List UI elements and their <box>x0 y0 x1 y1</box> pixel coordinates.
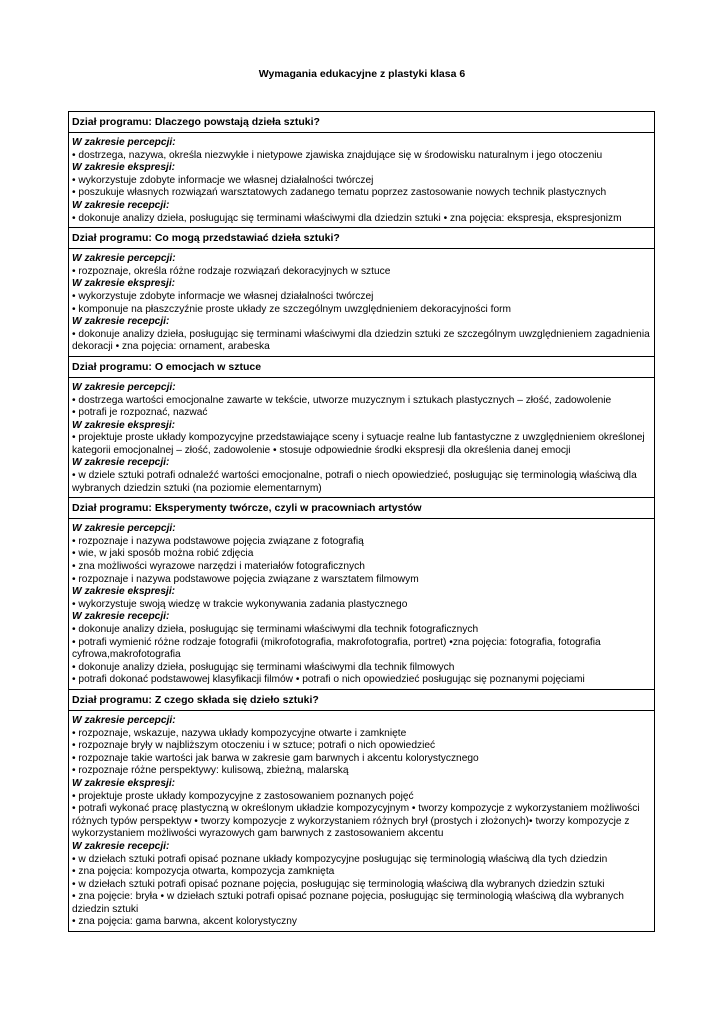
list-item: • projektuje proste układy kompozycyjne z zastosowaniem poznanych pojęć <box>72 790 414 802</box>
list-item: • dokonuje analizy dzieła, posługując się terminami właściwymi dla technik fotograficznych <box>72 624 479 635</box>
section-header: Dział programu: Eksperymenty twórcze, czyli w pracowniach artystów <box>69 498 654 519</box>
section-o-emocjach <box>69 357 654 498</box>
list-item: • dostrzega wartości emocjonalne zawarte w tekście, utworze muzycznym i sztukach plastycznych – złość, zadowolenie <box>72 394 612 406</box>
subheading-ekspresja: W zakresie ekspresji: <box>72 777 176 789</box>
list-item: • dokonuje analizy dzieła, posługując się terminami właściwymi dla dziedzin sztuki ze szczególnym uwzględnieniem zagadnienia dekoracji • zna pojęcia: ornament, arabeska <box>72 328 650 353</box>
list-item: • rozpoznaje, określa różne rodzaje rozwiązań dekoracyjnych w sztuce <box>72 265 391 277</box>
list-item: • potrafi wykonać pracę plastyczną w określonym układzie kompozycyjnym • tworzy kompozycje z wykorzystaniem możliwości różnych typów perspektyw • tworzy kompozycje z wykorzystaniem różnych brył (prostych i złożonych)• tworzy kompozycje z wykorzystaniem możliwości wyrazowych gam barwnych z zastosowaniem akcentu <box>72 803 640 840</box>
list-item: • zna pojęcia: kompozycja otwarta, kompozycja zamknięta <box>72 866 335 878</box>
subheading-percepcja: W zakresie percepcji: <box>72 137 176 148</box>
subheading-ekspresja: W zakresie ekspresji: <box>72 586 176 598</box>
subheading-recepcja: W zakresie recepcji: <box>72 611 170 623</box>
requirements-table <box>68 111 655 932</box>
list-item: • w dziełach sztuki potrafi opisać poznane układy kompozycyjne posługując się terminologią właściwą dla tych dziedzin <box>72 853 608 865</box>
list-item: • wykorzystuje swoją wiedzę w trakcie wykonywania zadania plastycznego <box>72 598 408 610</box>
list-item: • potrafi je rozpoznać, nazwać <box>72 407 208 419</box>
list-item: • zna możliwości wyrazowe narzędzi i materiałów fotograficznych <box>72 561 365 573</box>
section-dlaczego-powstaja <box>69 112 654 228</box>
subheading-recepcja: W zakresie recepcji: <box>72 840 170 852</box>
list-item: • wie, w jaki sposób można robić zdjęcia <box>72 548 254 560</box>
list-item: • zna pojęcie: bryła • w dziełach sztuki potrafi opisać poznane pojęcia, posługując się terminologią właściwą dla wybranych dziedzin sztuki <box>72 891 624 915</box>
section-header: Dział programu: Dlaczego powstają dzieła sztuki? <box>69 112 654 133</box>
list-item: • rozpoznaje, wskazuje, nazywa układy kompozycyjne otwarte i zamknięte <box>72 727 407 739</box>
list-item: • komponuje na płaszczyźnie proste układy ze szczególnym uwzględnieniem dekoracyjności form <box>72 303 512 315</box>
list-item: • rozpoznaje i nazywa podstawowe pojęcia związane z fotografią <box>72 535 364 547</box>
list-item: • wykorzystuje zdobyte informacje we własnej działalności twórczej <box>72 290 374 302</box>
list-item: • potrafi wymienić różne rodzaje fotografii (mikrofotografia, makrofotografia, portret) •zna pojęcia: fotografia, fotografia cyfrowa,makrofotografia <box>72 636 601 661</box>
section-header: Dział programu: O emocjach w sztuce <box>69 357 654 378</box>
subheading-recepcja: W zakresie recepcji: <box>72 457 170 469</box>
section-body <box>69 378 654 498</box>
list-item: • projektuje proste układy kompozycyjne przedstawiające sceny i sytuacje realne lub fantastyczne z uwzględnieniem określonej kategorii emocjonalnej – złość, zadowolenie • stosuje odpowiednie środki ekspresji dla określenia danej emocji <box>72 432 645 456</box>
section-header: Dział programu: Co mogą przedstawiać dzieła sztuki? <box>69 228 654 249</box>
section-header: Dział programu: Z czego składa się dzieło sztuki? <box>69 690 654 711</box>
list-item: • rozpoznaje i nazywa podstawowe pojęcia związane z warsztatem filmowym <box>72 573 419 585</box>
subheading-recepcja: W zakresie recepcji: <box>72 316 170 328</box>
list-item: • dostrzega, nazywa, określa niezwykłe i nietypowe zjawiska znajdujące się w środowisku naturalnym i jego otoczeniu <box>72 149 603 161</box>
section-body <box>69 133 654 228</box>
list-item: • potrafi dokonać podstawowej klasyfikacji filmów • potrafi o nich opowiedzieć posługując się poznanymi pojęciami <box>72 674 585 686</box>
subheading-recepcja: W zakresie recepcji: <box>72 199 170 211</box>
list-item: • w dziele sztuki potrafi odnaleźć wartości emocjonalne, potrafi o niech opowiedzieć, posługując się terminologią właściwą dla wybranych dziedzin sztuki (na poziomie elementarnym) <box>72 470 637 494</box>
section-body <box>69 249 654 357</box>
section-body <box>69 519 654 690</box>
section-co-moga-przedstawiac <box>69 228 654 357</box>
list-item: • poszukuje własnych rozwiązań warsztatowych zadanego tematu poprzez zastosowanie nowych technik plastycznych <box>72 187 607 199</box>
list-item: • rozpoznaje takie wartości jak barwa w zakresie gam barwnych i akcentu kolorystycznego <box>72 752 479 764</box>
list-item: • w dziełach sztuki potrafi opisać poznane pojęcia, posługując się terminologią właściwą dla wybranych dziedzin sztuki <box>72 878 605 890</box>
list-item: • rozpoznaje różne perspektywy: kulisową, zbieżną, malarską <box>72 765 349 777</box>
subheading-percepcja: W zakresie percepcji: <box>72 253 176 265</box>
subheading-ekspresja: W zakresie ekspresji: <box>72 419 176 431</box>
subheading-ekspresja: W zakresie ekspresji: <box>72 162 176 174</box>
section-z-czego-sklada-sie <box>69 690 654 931</box>
subheading-percepcja: W zakresie percepcji: <box>72 381 176 393</box>
subheading-percepcja: W zakresie percepcji: <box>72 523 176 535</box>
list-item: • dokonuje analizy dzieła, posługując się terminami właściwymi dla technik filmowych <box>72 661 455 673</box>
page-title: Wymagania edukacyjne z plastyki klasa 6 <box>258 68 466 80</box>
list-item: • rozpoznaje bryły w najbliższym otoczeniu i w sztuce; potrafi o nich opowiedzieć <box>72 740 436 752</box>
list-item: • wykorzystuje zdobyte informacje we własnej działalności twórczej <box>72 174 374 186</box>
list-item: • zna pojęcia: gama barwna, akcent kolorystyczny <box>72 916 297 928</box>
list-item: • dokonuje analizy dzieła, posługując się terminami właściwymi dla dziedzin sztuki • zna pojęcia: ekspresja, ekspresjonizm <box>72 212 622 224</box>
subheading-percepcja: W zakresie percepcji: <box>72 714 176 726</box>
subheading-ekspresja: W zakresie ekspresji: <box>72 278 176 290</box>
section-eksperymenty-tworcze <box>69 498 654 690</box>
section-body <box>69 711 654 931</box>
